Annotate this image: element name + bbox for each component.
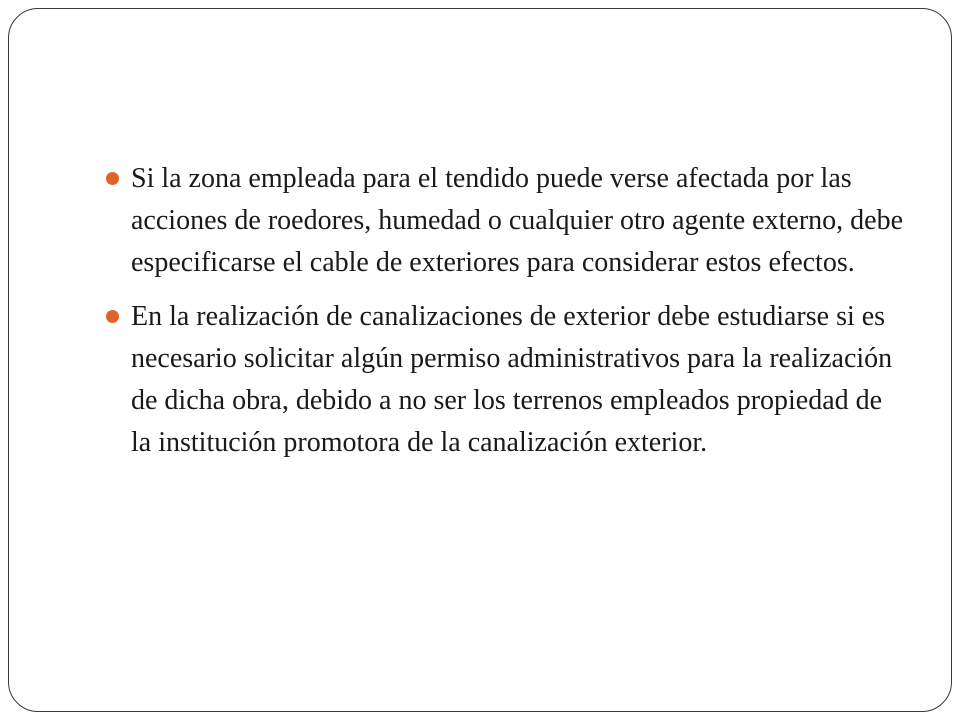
bullet-text: Si la zona empleada para el tendido puede verse afectada por las acciones de roedores, humedad o cualquier otro agente externo, debe especificarse el cable de exteriores para considerar estos efectos. [131,163,903,278]
bullet-item [104,296,904,464]
bullet-list [104,158,904,476]
bullet-dot-icon [106,172,119,185]
bullet-item [104,158,904,284]
bullet-text: En la realización de canalizaciones de exterior debe estudiarse si es necesario solicitar algún permiso administrativos para la realización de dicha obra, debido a no ser los terrenos empleados propiedad de la institución promotora de la canalización exterior. [131,301,893,458]
bullet-dot-icon [106,310,119,323]
